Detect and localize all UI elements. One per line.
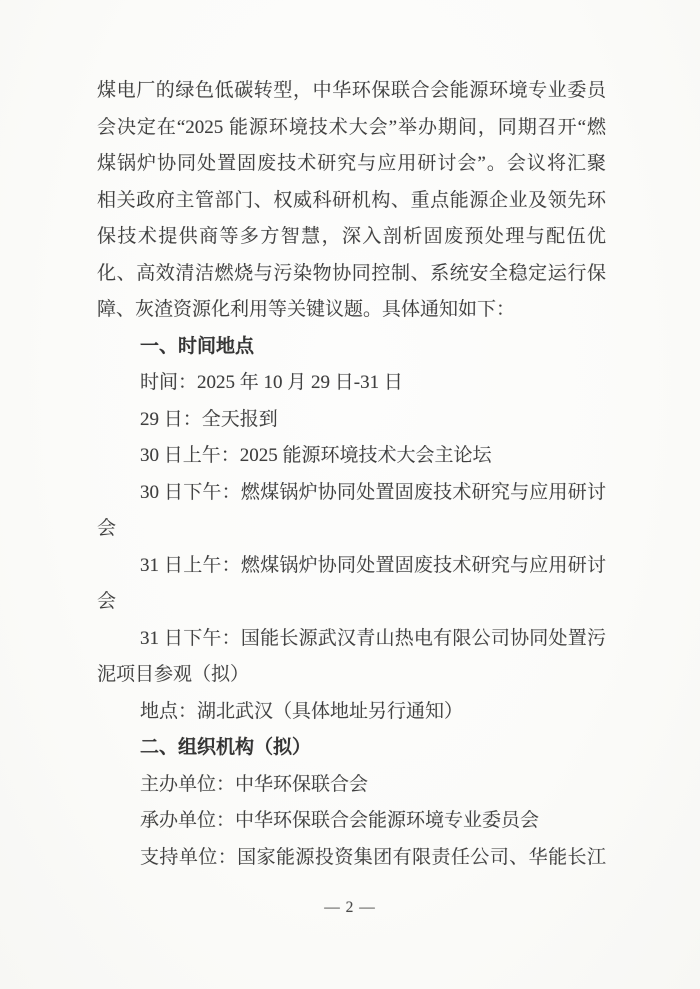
organizer-line: 主办单位：中华环保联合会 — [140, 773, 369, 795]
paragraph-line: 煤锅炉协同处置固废技术研究与应用研讨会”。会议将汇聚 — [97, 153, 606, 174]
continuation-line: 泥项目参观（拟） — [97, 664, 250, 685]
schedule-line: 31 日下午：国能长源武汉青山热电有限公司协同处置污 — [140, 627, 606, 649]
schedule-line: 29 日：全天报到 — [140, 408, 278, 430]
page-content — [97, 73, 606, 876]
organizer-line: 支持单位：国家能源投资集团有限责任公司、华能长江 — [140, 846, 606, 868]
continuation-line: 会 — [97, 591, 117, 612]
section-1-heading: 一、时间地点 — [140, 335, 255, 357]
schedule-line: 时间：2025 年 10 月 29 日-31 日 — [140, 372, 403, 393]
schedule-line: 地点：湖北武汉（具体地址另行通知） — [140, 700, 464, 722]
organizer-line: 承办单位：中华环保联合会能源环境专业委员会 — [140, 810, 540, 831]
continuation-line: 会 — [97, 518, 117, 539]
paragraph-line: 煤电厂的绿色低碳转型，中华环保联合会能源环境专业委员 — [97, 80, 606, 101]
page-number: — 2 — — [324, 899, 376, 916]
paragraph-line: 化、高效清洁燃烧与污染物协同控制、系统安全稳定运行保 — [97, 262, 606, 284]
paragraph-line: 障、灰渣资源化利用等关键议题。具体通知如下： — [97, 299, 516, 320]
paragraph-line: 会决定在“2025 能源环境技术大会”举办期间，同期召开“燃 — [97, 116, 606, 138]
schedule-line: 30 日上午：2025 能源环境技术大会主论坛 — [140, 445, 492, 466]
section-2-heading: 二、组织机构（拟） — [140, 737, 312, 758]
paragraph-line: 保技术提供商等多方智慧，深入剖析固废预处理与配伍优 — [97, 226, 606, 247]
schedule-line: 30 日下午：燃煤锅炉协同处置固废技术研究与应用研讨 — [140, 481, 606, 503]
schedule-line: 31 日上午：燃煤锅炉协同处置固废技术研究与应用研讨 — [140, 554, 606, 576]
paragraph-line: 相关政府主管部门、权威科研机构、重点能源企业及领先环 — [97, 189, 606, 211]
